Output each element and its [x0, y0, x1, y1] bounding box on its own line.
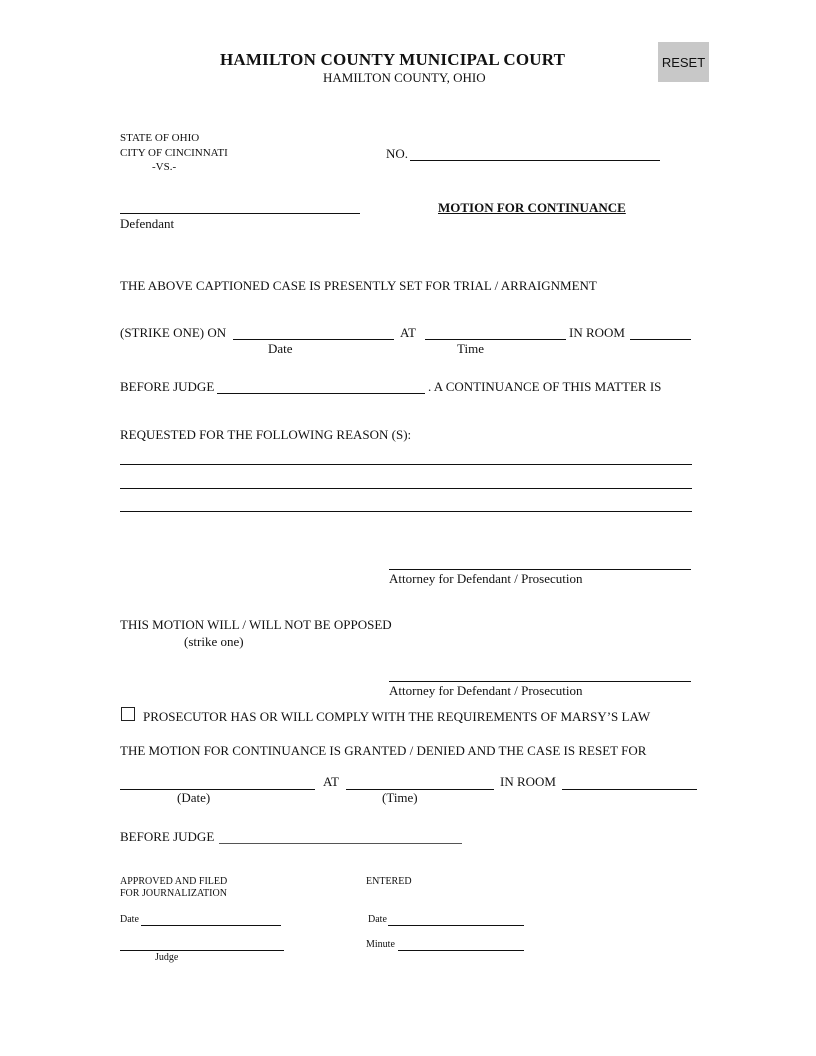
reset-date-caption: (Date): [177, 790, 211, 805]
reset-time-caption: (Time): [382, 790, 418, 805]
judge-caption: Judge: [155, 952, 179, 963]
at-label: AT: [400, 325, 416, 340]
approved-label-2: FOR JOURNALIZATION: [120, 888, 227, 899]
strike-one-caption: (strike one): [184, 634, 244, 649]
attorney-caption-1: Attorney for Defendant / Prosecution: [389, 571, 583, 586]
attorney-signature-line-1[interactable]: [389, 569, 691, 570]
reason-line-2[interactable]: [120, 488, 692, 489]
entered-label: ENTERED: [366, 876, 412, 887]
vs-label: -VS.-: [152, 161, 177, 173]
reset-date-field[interactable]: [120, 789, 315, 790]
entered-date-label: Date: [368, 914, 387, 925]
ruling-judge-field[interactable]: [219, 843, 462, 844]
case-no-field[interactable]: [410, 160, 660, 161]
reset-button[interactable]: RESET: [658, 42, 709, 82]
approved-label-1: APPROVED AND FILED: [120, 876, 228, 887]
defendant-field[interactable]: [120, 213, 360, 214]
ruling-before-judge-label: BEFORE JUDGE: [120, 829, 215, 844]
reset-at-label: AT: [323, 774, 339, 789]
defendant-label: Defendant: [120, 216, 175, 231]
state-label: STATE OF OHIO: [120, 132, 200, 144]
trial-arraignment-text: THE ABOVE CAPTIONED CASE IS PRESENTLY SET FOR TRIAL / ARRAIGNMENT: [120, 278, 597, 293]
continuance-text: . A CONTINUANCE OF THIS MATTER IS: [428, 379, 662, 394]
marsys-law-text: PROSECUTOR HAS OR WILL COMPLY WITH THE REQUIREMENTS OF MARSY’S LAW: [143, 709, 651, 724]
judge-signature-field[interactable]: [120, 950, 284, 951]
city-label: CITY OF CINCINNATI: [120, 147, 228, 159]
approved-date-field[interactable]: [141, 925, 281, 926]
reset-time-field[interactable]: [346, 789, 494, 790]
motion-title: MOTION FOR CONTINUANCE: [438, 200, 626, 215]
reset-in-room-label: IN ROOM: [500, 774, 556, 789]
approved-date-label: Date: [120, 914, 139, 925]
reason-line-1[interactable]: [120, 464, 692, 465]
granted-denied-text: THE MOTION FOR CONTINUANCE IS GRANTED / DENIED AND THE CASE IS RESET FOR: [120, 743, 647, 758]
reason-label: REQUESTED FOR THE FOLLOWING REASON (S):: [120, 427, 412, 442]
reason-line-3[interactable]: [120, 511, 692, 512]
opposed-text: THIS MOTION WILL / WILL NOT BE OPPOSED: [120, 617, 392, 632]
trial-room-field[interactable]: [630, 339, 691, 340]
time-caption: Time: [457, 341, 484, 356]
county-line: HAMILTON COUNTY, OHIO: [323, 70, 486, 85]
case-no-label: NO.: [386, 146, 409, 161]
court-name: HAMILTON COUNTY MUNICIPAL COURT: [220, 50, 566, 69]
attorney-caption-2: Attorney for Defendant / Prosecution: [389, 683, 583, 698]
minute-label: Minute: [366, 939, 395, 950]
judge-name-field[interactable]: [217, 393, 425, 394]
trial-date-field[interactable]: [233, 339, 394, 340]
trial-time-field[interactable]: [425, 339, 566, 340]
before-judge-label: BEFORE JUDGE: [120, 379, 215, 394]
minute-field[interactable]: [398, 950, 524, 951]
in-room-label: IN ROOM: [569, 325, 625, 340]
attorney-signature-line-2[interactable]: [389, 681, 691, 682]
strike-one-on-label: (STRIKE ONE) ON: [120, 325, 227, 340]
marsys-law-checkbox[interactable]: [121, 707, 135, 721]
date-caption: Date: [268, 341, 293, 356]
entered-date-field[interactable]: [388, 925, 524, 926]
reset-room-field[interactable]: [562, 789, 697, 790]
